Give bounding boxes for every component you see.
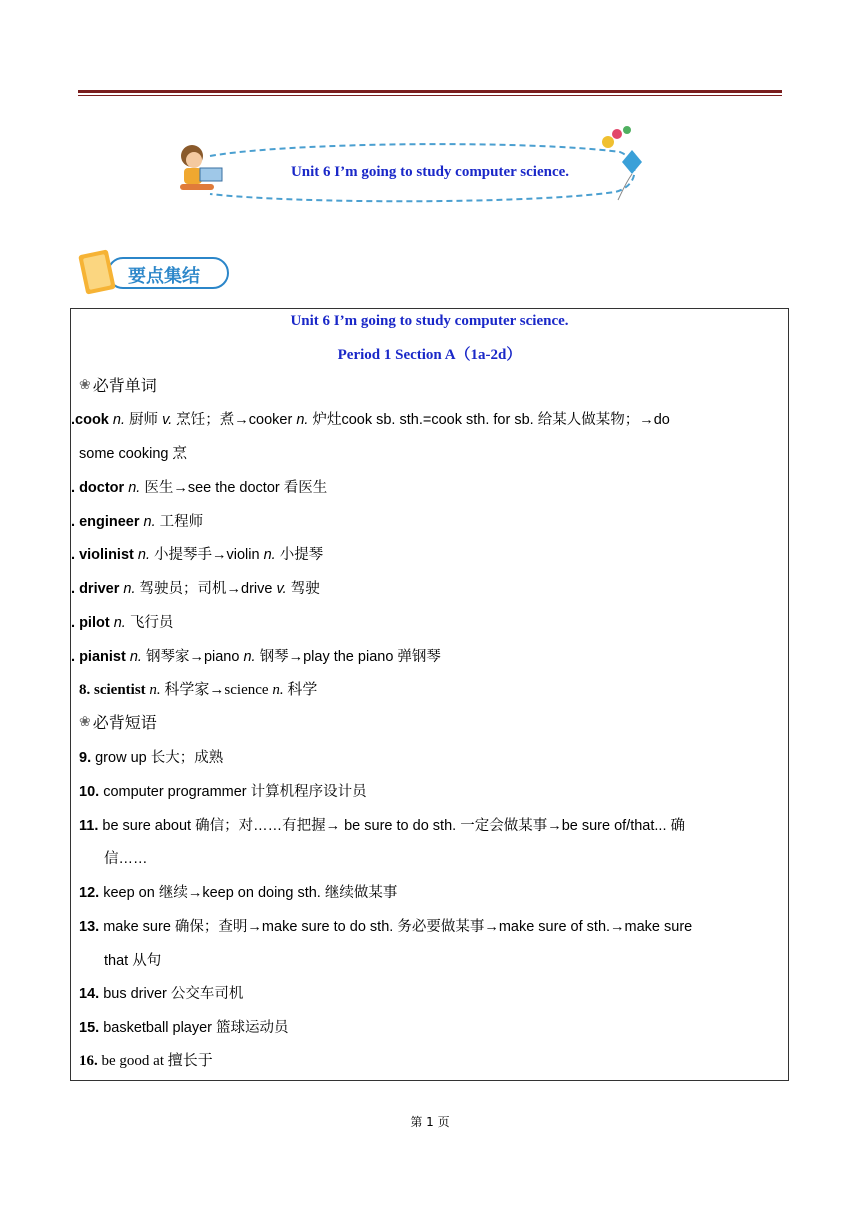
list-item: 9. grow up 长大；成熟 [79, 750, 224, 766]
list-item: .cook n. 厨师 v. 烹饪；煮→cooker n. 炉灶cook sb. sth.=cook sth. for sb. 给某人做某物；→do [71, 412, 670, 428]
list-item: 15. basketball player 篮球运动员 [79, 1020, 289, 1036]
list-item: . pianist n. 钢琴家→piano n. 钢琴→play the piano 弹钢琴 [71, 649, 441, 665]
list-item: 10. computer programmer 计算机程序设计员 [79, 784, 367, 800]
header-rule [78, 90, 782, 96]
key-points-box [70, 308, 789, 1081]
page-number: 第 1 页 [410, 1115, 450, 1129]
badge-label: 要点集结 [128, 266, 200, 287]
list-item: 11. be sure about 确信；对……有把握→ be sure to do sth. 一定会做某事→be sure of/that... 确 [79, 818, 686, 834]
list-item: . driver n. 驾驶员；司机→drive v. 驾驶 [71, 581, 320, 597]
section-phrases-label: 必背短语 [92, 715, 157, 732]
list-item-continued: that 从句 [104, 953, 162, 969]
section-words-heading [79, 373, 157, 396]
box-title: Unit 6 I’m going to study computer science. [290, 313, 569, 329]
section-badge [78, 248, 238, 298]
banner-title: Unit 6 I’m going to study computer science. [290, 164, 570, 180]
list-item-continued: some cooking 烹 [79, 446, 187, 462]
section-words-label: 必背单词 [92, 378, 157, 395]
box-subtitle: Period 1 Section A（1a-2d） [337, 347, 522, 363]
list-item: 12. keep on 继续→keep on doing sth. 继续做某事 [79, 885, 398, 901]
list-item: . violinist n. 小提琴手→violin n. 小提琴 [71, 547, 324, 563]
girl-with-laptop-icon [180, 145, 222, 190]
list-item: . engineer n. 工程师 [71, 514, 204, 530]
unit-banner [170, 120, 660, 210]
kite-icon [602, 126, 642, 200]
list-item: 14. bus driver 公交车司机 [79, 986, 244, 1002]
list-item: . doctor n. 医生→see the doctor 看医生 [71, 480, 328, 496]
list-item: . pilot n. 飞行员 [71, 615, 174, 631]
list-item: 16. be good at 擅长于 [79, 1053, 213, 1069]
list-item: 8. scientist n. 科学家→science n. 科学 [79, 682, 318, 698]
flower-icon: ❀ [79, 376, 91, 392]
section-phrases-heading [79, 710, 157, 733]
list-item-continued: 信…… [104, 851, 148, 867]
flower-icon: ❀ [79, 713, 91, 729]
list-item: 13. make sure 确保；查明→make sure to do sth. 务必要做某事→make sure of sth.→make sure [79, 919, 693, 935]
